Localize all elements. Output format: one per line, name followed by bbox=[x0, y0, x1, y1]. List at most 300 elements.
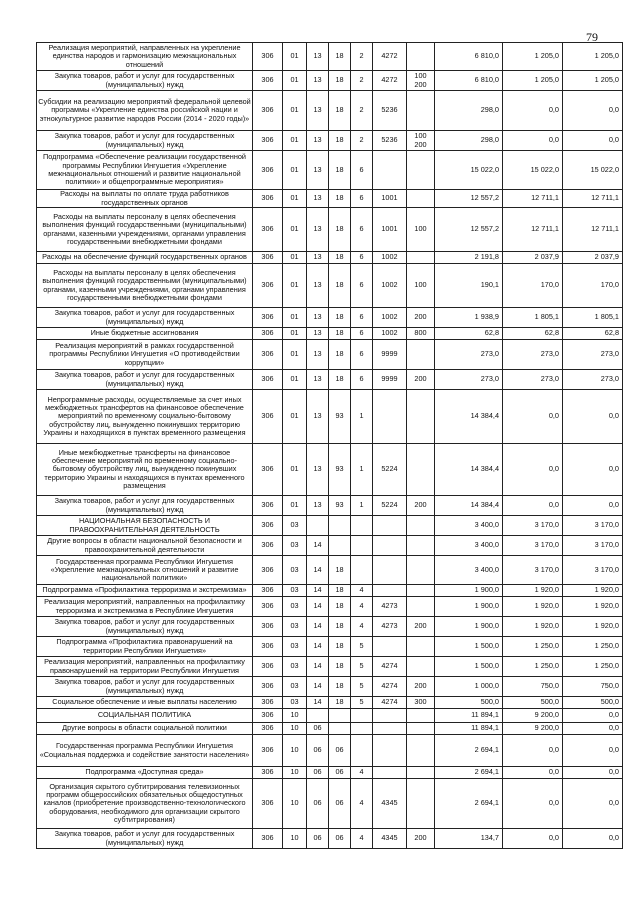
code-direction-cell: 5236 bbox=[373, 131, 407, 151]
code-direction-cell: 4345 bbox=[373, 779, 407, 829]
code-subsection-cell: 13 bbox=[307, 264, 329, 308]
code-section-cell: 03 bbox=[283, 597, 307, 617]
code-ministry-cell: 306 bbox=[253, 328, 283, 340]
table-row bbox=[37, 536, 623, 556]
row-name-cell: Закупка товаров, работ и услуг для государственных (муниципальных) нужд bbox=[37, 496, 253, 516]
table-row bbox=[37, 496, 623, 516]
code-subsection-cell: 13 bbox=[307, 71, 329, 91]
code-program-cell: 18 bbox=[329, 43, 351, 71]
code-subprogram-cell: 4 bbox=[351, 829, 373, 849]
amount-year-3-cell: 1 920,0 bbox=[563, 585, 623, 597]
code-subprogram-cell: 5 bbox=[351, 677, 373, 697]
amount-year-3-cell: 1 250,0 bbox=[563, 657, 623, 677]
amount-year-1-cell: 1 000,0 bbox=[435, 677, 503, 697]
code-ministry-cell: 306 bbox=[253, 829, 283, 849]
amount-year-3-cell: 273,0 bbox=[563, 340, 623, 370]
row-name-cell: Подпрограмма «Профилактика терроризма и экстремизма» bbox=[37, 585, 253, 597]
amount-year-1-cell: 1 500,0 bbox=[435, 637, 503, 657]
row-name-cell: Иные бюджетные ассигнования bbox=[37, 328, 253, 340]
code-expense-type-cell bbox=[407, 767, 435, 779]
amount-year-3-cell: 62,8 bbox=[563, 328, 623, 340]
code-expense-type-cell bbox=[407, 43, 435, 71]
code-expense-type-cell: 100 200 bbox=[407, 71, 435, 91]
row-name-cell: Реализация мероприятий в рамках государственной программы Республики Ингушетия «О противодействии коррупции» bbox=[37, 340, 253, 370]
amount-year-2-cell: 0,0 bbox=[503, 767, 563, 779]
code-subsection-cell: 06 bbox=[307, 767, 329, 779]
amount-year-3-cell: 500,0 bbox=[563, 697, 623, 709]
code-subsection-cell: 13 bbox=[307, 91, 329, 131]
code-section-cell: 01 bbox=[283, 340, 307, 370]
code-subsection-cell: 14 bbox=[307, 617, 329, 637]
amount-year-2-cell: 0,0 bbox=[503, 829, 563, 849]
code-expense-type-cell bbox=[407, 597, 435, 617]
amount-year-1-cell: 273,0 bbox=[435, 340, 503, 370]
row-name-cell: Расходы на выплаты по оплате труда работников государственных органов bbox=[37, 190, 253, 208]
amount-year-1-cell: 15 022,0 bbox=[435, 151, 503, 190]
code-subprogram-cell: 6 bbox=[351, 252, 373, 264]
code-section-cell: 01 bbox=[283, 308, 307, 328]
code-direction-cell: 4273 bbox=[373, 617, 407, 637]
code-ministry-cell: 306 bbox=[253, 91, 283, 131]
row-name-cell: Подпрограмма «Доступная среда» bbox=[37, 767, 253, 779]
code-expense-type-cell: 800 bbox=[407, 328, 435, 340]
amount-year-2-cell: 3 170,0 bbox=[503, 556, 563, 585]
table-row bbox=[37, 252, 623, 264]
table-row bbox=[37, 43, 623, 71]
row-name-cell: Реализация мероприятий, направленных на профилактику правонарушений на территории Республики Ингушетия bbox=[37, 657, 253, 677]
amount-year-2-cell: 12 711,1 bbox=[503, 190, 563, 208]
code-subprogram-cell: 6 bbox=[351, 264, 373, 308]
row-name-cell: Расходы на выплаты персоналу в целях обеспечения выполнения функций государственными (муниципальными) органами, казенными учреждениями, органами управления государственными внебюджетными фондами bbox=[37, 264, 253, 308]
code-subsection-cell: 13 bbox=[307, 252, 329, 264]
code-direction-cell bbox=[373, 151, 407, 190]
table-row bbox=[37, 735, 623, 767]
code-ministry-cell: 306 bbox=[253, 340, 283, 370]
page-number: 79 bbox=[586, 30, 598, 44]
code-direction-cell: 1002 bbox=[373, 264, 407, 308]
code-expense-type-cell bbox=[407, 390, 435, 444]
code-expense-type-cell bbox=[407, 151, 435, 190]
amount-year-1-cell: 190,1 bbox=[435, 264, 503, 308]
amount-year-1-cell: 273,0 bbox=[435, 370, 503, 390]
code-subprogram-cell: 6 bbox=[351, 308, 373, 328]
code-direction-cell bbox=[373, 516, 407, 536]
code-subprogram-cell: 6 bbox=[351, 328, 373, 340]
amount-year-1-cell: 298,0 bbox=[435, 131, 503, 151]
code-section-cell: 01 bbox=[283, 390, 307, 444]
row-name-cell: Закупка товаров, работ и услуг для государственных (муниципальных) нужд bbox=[37, 308, 253, 328]
code-direction-cell: 4273 bbox=[373, 597, 407, 617]
row-name-cell: Расходы на обеспечение функций государственных органов bbox=[37, 252, 253, 264]
amount-year-2-cell: 170,0 bbox=[503, 264, 563, 308]
code-section-cell: 10 bbox=[283, 829, 307, 849]
amount-year-1-cell: 14 384,4 bbox=[435, 496, 503, 516]
code-program-cell bbox=[329, 709, 351, 723]
code-subsection-cell: 13 bbox=[307, 340, 329, 370]
code-ministry-cell: 306 bbox=[253, 556, 283, 585]
code-program-cell: 18 bbox=[329, 637, 351, 657]
code-section-cell: 03 bbox=[283, 637, 307, 657]
amount-year-2-cell: 0,0 bbox=[503, 131, 563, 151]
amount-year-1-cell: 3 400,0 bbox=[435, 556, 503, 585]
code-expense-type-cell: 200 bbox=[407, 496, 435, 516]
code-expense-type-cell bbox=[407, 723, 435, 735]
amount-year-3-cell: 0,0 bbox=[563, 91, 623, 131]
code-direction-cell: 1001 bbox=[373, 190, 407, 208]
amount-year-2-cell: 0,0 bbox=[503, 390, 563, 444]
amount-year-2-cell: 0,0 bbox=[503, 91, 563, 131]
table-row bbox=[37, 677, 623, 697]
amount-year-2-cell: 1 205,0 bbox=[503, 71, 563, 91]
amount-year-2-cell: 0,0 bbox=[503, 496, 563, 516]
code-direction-cell bbox=[373, 390, 407, 444]
code-ministry-cell: 306 bbox=[253, 657, 283, 677]
amount-year-3-cell: 12 711,1 bbox=[563, 208, 623, 252]
amount-year-1-cell: 1 900,0 bbox=[435, 585, 503, 597]
code-direction-cell: 4345 bbox=[373, 829, 407, 849]
code-subsection-cell: 13 bbox=[307, 208, 329, 252]
code-program-cell: 06 bbox=[329, 779, 351, 829]
table-row bbox=[37, 340, 623, 370]
code-expense-type-cell: 200 bbox=[407, 829, 435, 849]
row-name-cell: СОЦИАЛЬНАЯ ПОЛИТИКА bbox=[37, 709, 253, 723]
code-direction-cell bbox=[373, 735, 407, 767]
amount-year-3-cell: 273,0 bbox=[563, 370, 623, 390]
amount-year-2-cell: 1 205,0 bbox=[503, 43, 563, 71]
code-direction-cell bbox=[373, 536, 407, 556]
table-row bbox=[37, 723, 623, 735]
row-name-cell: Подпрограмма «Профилактика правонарушений на территории Республики Ингушетия» bbox=[37, 637, 253, 657]
code-section-cell: 10 bbox=[283, 779, 307, 829]
amount-year-1-cell: 6 810,0 bbox=[435, 43, 503, 71]
code-expense-type-cell: 200 bbox=[407, 308, 435, 328]
code-program-cell: 18 bbox=[329, 657, 351, 677]
code-program-cell: 18 bbox=[329, 208, 351, 252]
amount-year-1-cell: 2 694,1 bbox=[435, 767, 503, 779]
code-expense-type-cell: 200 bbox=[407, 370, 435, 390]
amount-year-2-cell: 3 170,0 bbox=[503, 516, 563, 536]
row-name-cell: Социальное обеспечение и иные выплаты населению bbox=[37, 697, 253, 709]
code-subsection-cell: 13 bbox=[307, 328, 329, 340]
code-section-cell: 01 bbox=[283, 131, 307, 151]
code-section-cell: 03 bbox=[283, 617, 307, 637]
amount-year-3-cell: 0,0 bbox=[563, 444, 623, 496]
code-subprogram-cell: 2 bbox=[351, 91, 373, 131]
amount-year-2-cell: 500,0 bbox=[503, 697, 563, 709]
amount-year-1-cell: 11 894,1 bbox=[435, 723, 503, 735]
code-program-cell: 18 bbox=[329, 308, 351, 328]
code-program-cell: 06 bbox=[329, 767, 351, 779]
amount-year-1-cell: 1 900,0 bbox=[435, 597, 503, 617]
row-name-cell: Закупка товаров, работ и услуг для государственных (муниципальных) нужд bbox=[37, 71, 253, 91]
row-name-cell: Закупка товаров, работ и услуг для государственных (муниципальных) нужд bbox=[37, 617, 253, 637]
code-expense-type-cell bbox=[407, 252, 435, 264]
code-expense-type-cell: 200 bbox=[407, 617, 435, 637]
code-subsection-cell: 14 bbox=[307, 597, 329, 617]
amount-year-3-cell: 0,0 bbox=[563, 131, 623, 151]
code-expense-type-cell bbox=[407, 516, 435, 536]
code-direction-cell: 1002 bbox=[373, 252, 407, 264]
row-name-cell: Государственная программа Республики Ингушетия «Социальная поддержка и содействие занятости населения» bbox=[37, 735, 253, 767]
code-ministry-cell: 306 bbox=[253, 71, 283, 91]
code-direction-cell: 4274 bbox=[373, 677, 407, 697]
code-expense-type-cell: 200 bbox=[407, 677, 435, 697]
code-program-cell bbox=[329, 516, 351, 536]
amount-year-3-cell: 170,0 bbox=[563, 264, 623, 308]
code-subprogram-cell bbox=[351, 723, 373, 735]
code-section-cell: 01 bbox=[283, 151, 307, 190]
code-expense-type-cell: 100 bbox=[407, 208, 435, 252]
amount-year-2-cell: 0,0 bbox=[503, 444, 563, 496]
table-row bbox=[37, 556, 623, 585]
code-expense-type-cell bbox=[407, 536, 435, 556]
code-subprogram-cell: 6 bbox=[351, 208, 373, 252]
code-subprogram-cell: 2 bbox=[351, 131, 373, 151]
code-expense-type-cell bbox=[407, 444, 435, 496]
code-section-cell: 03 bbox=[283, 536, 307, 556]
amount-year-1-cell: 14 384,4 bbox=[435, 444, 503, 496]
amount-year-3-cell: 1 805,1 bbox=[563, 308, 623, 328]
code-ministry-cell: 306 bbox=[253, 190, 283, 208]
amount-year-2-cell: 9 200,0 bbox=[503, 723, 563, 735]
amount-year-3-cell: 1 920,0 bbox=[563, 597, 623, 617]
amount-year-3-cell: 1 920,0 bbox=[563, 617, 623, 637]
code-subsection-cell: 14 bbox=[307, 697, 329, 709]
code-ministry-cell: 306 bbox=[253, 516, 283, 536]
code-subsection-cell: 13 bbox=[307, 151, 329, 190]
code-ministry-cell: 306 bbox=[253, 370, 283, 390]
amount-year-1-cell: 6 810,0 bbox=[435, 71, 503, 91]
code-ministry-cell: 306 bbox=[253, 767, 283, 779]
row-name-cell: Расходы на выплаты персоналу в целях обеспечения выполнения функций государственными (муниципальными) органами, казенными учреждениями, органами управления государственными внебюджетными фондами bbox=[37, 208, 253, 252]
code-section-cell: 10 bbox=[283, 735, 307, 767]
row-name-cell: Иные межбюджетные трансферты на финансовое обеспечение мероприятий по временному социально-бытовому обустройству лиц, вынужденно покинувших территорию Украины и находящихся в пунктах временного размещения bbox=[37, 444, 253, 496]
amount-year-3-cell: 2 037,9 bbox=[563, 252, 623, 264]
amount-year-3-cell: 750,0 bbox=[563, 677, 623, 697]
code-subprogram-cell: 6 bbox=[351, 190, 373, 208]
code-program-cell bbox=[329, 723, 351, 735]
amount-year-3-cell: 0,0 bbox=[563, 723, 623, 735]
code-expense-type-cell bbox=[407, 735, 435, 767]
amount-year-1-cell: 3 400,0 bbox=[435, 516, 503, 536]
code-expense-type-cell: 300 bbox=[407, 697, 435, 709]
code-subprogram-cell: 1 bbox=[351, 390, 373, 444]
code-subsection-cell bbox=[307, 516, 329, 536]
amount-year-1-cell: 2 694,1 bbox=[435, 735, 503, 767]
code-subprogram-cell: 6 bbox=[351, 340, 373, 370]
code-subprogram-cell: 6 bbox=[351, 370, 373, 390]
amount-year-1-cell: 134,7 bbox=[435, 829, 503, 849]
code-subsection-cell: 06 bbox=[307, 829, 329, 849]
amount-year-3-cell: 3 170,0 bbox=[563, 536, 623, 556]
code-subprogram-cell: 4 bbox=[351, 779, 373, 829]
code-program-cell: 93 bbox=[329, 444, 351, 496]
code-ministry-cell: 306 bbox=[253, 779, 283, 829]
amount-year-1-cell: 12 557,2 bbox=[435, 190, 503, 208]
amount-year-1-cell: 2 191,8 bbox=[435, 252, 503, 264]
code-section-cell: 03 bbox=[283, 585, 307, 597]
amount-year-3-cell: 0,0 bbox=[563, 390, 623, 444]
code-expense-type-cell bbox=[407, 91, 435, 131]
code-program-cell: 18 bbox=[329, 91, 351, 131]
code-section-cell: 01 bbox=[283, 91, 307, 131]
code-direction-cell bbox=[373, 556, 407, 585]
code-section-cell: 01 bbox=[283, 190, 307, 208]
code-direction-cell bbox=[373, 723, 407, 735]
code-direction-cell: 5224 bbox=[373, 444, 407, 496]
amount-year-2-cell: 12 711,1 bbox=[503, 208, 563, 252]
row-name-cell: Закупка товаров, работ и услуг для государственных (муниципальных) нужд bbox=[37, 677, 253, 697]
amount-year-1-cell: 2 694,1 bbox=[435, 779, 503, 829]
code-direction-cell: 4272 bbox=[373, 71, 407, 91]
code-subprogram-cell: 2 bbox=[351, 71, 373, 91]
amount-year-2-cell: 750,0 bbox=[503, 677, 563, 697]
code-program-cell: 18 bbox=[329, 340, 351, 370]
code-subsection-cell: 13 bbox=[307, 444, 329, 496]
code-program-cell: 18 bbox=[329, 677, 351, 697]
code-ministry-cell: 306 bbox=[253, 585, 283, 597]
table-row bbox=[37, 657, 623, 677]
amount-year-2-cell: 1 920,0 bbox=[503, 585, 563, 597]
code-subprogram-cell bbox=[351, 556, 373, 585]
code-section-cell: 01 bbox=[283, 264, 307, 308]
amount-year-2-cell: 0,0 bbox=[503, 779, 563, 829]
table-row bbox=[37, 390, 623, 444]
table-row bbox=[37, 709, 623, 723]
code-program-cell: 18 bbox=[329, 617, 351, 637]
code-expense-type-cell bbox=[407, 340, 435, 370]
code-subprogram-cell: 2 bbox=[351, 43, 373, 71]
code-section-cell: 01 bbox=[283, 252, 307, 264]
code-subprogram-cell bbox=[351, 516, 373, 536]
amount-year-2-cell: 273,0 bbox=[503, 340, 563, 370]
amount-year-3-cell: 0,0 bbox=[563, 735, 623, 767]
code-ministry-cell: 306 bbox=[253, 637, 283, 657]
code-subprogram-cell: 4 bbox=[351, 617, 373, 637]
code-section-cell: 01 bbox=[283, 208, 307, 252]
table-body bbox=[37, 43, 623, 849]
code-direction-cell: 4274 bbox=[373, 697, 407, 709]
table-row bbox=[37, 370, 623, 390]
code-ministry-cell: 306 bbox=[253, 390, 283, 444]
row-name-cell: Организация скрытого субтитрирования телевизионных программ общероссийских обязательных общедоступных каналов (приобретение производственно-технологического оборудования, необходимого для организации скрытого субтитрирования) bbox=[37, 779, 253, 829]
amount-year-1-cell: 1 900,0 bbox=[435, 617, 503, 637]
amount-year-1-cell: 11 894,1 bbox=[435, 709, 503, 723]
code-section-cell: 10 bbox=[283, 723, 307, 735]
code-direction-cell: 1001 bbox=[373, 208, 407, 252]
code-program-cell: 06 bbox=[329, 829, 351, 849]
code-ministry-cell: 306 bbox=[253, 208, 283, 252]
table-row bbox=[37, 91, 623, 131]
amount-year-3-cell: 0,0 bbox=[563, 779, 623, 829]
table-row bbox=[37, 444, 623, 496]
table-row bbox=[37, 697, 623, 709]
amount-year-1-cell: 12 557,2 bbox=[435, 208, 503, 252]
code-program-cell bbox=[329, 536, 351, 556]
code-expense-type-cell bbox=[407, 657, 435, 677]
table-row bbox=[37, 767, 623, 779]
code-direction-cell bbox=[373, 709, 407, 723]
table-row bbox=[37, 328, 623, 340]
code-subprogram-cell: 5 bbox=[351, 697, 373, 709]
code-subsection-cell: 13 bbox=[307, 390, 329, 444]
table-row bbox=[37, 585, 623, 597]
code-section-cell: 01 bbox=[283, 328, 307, 340]
row-name-cell: Другие вопросы в области национальной безопасности и правоохранительной деятельности bbox=[37, 536, 253, 556]
code-subsection-cell: 14 bbox=[307, 677, 329, 697]
amount-year-3-cell: 0,0 bbox=[563, 829, 623, 849]
amount-year-2-cell: 1 250,0 bbox=[503, 637, 563, 657]
amount-year-2-cell: 3 170,0 bbox=[503, 536, 563, 556]
table-row bbox=[37, 779, 623, 829]
code-section-cell: 03 bbox=[283, 677, 307, 697]
code-ministry-cell: 306 bbox=[253, 496, 283, 516]
code-ministry-cell: 306 bbox=[253, 597, 283, 617]
code-direction-cell: 1002 bbox=[373, 328, 407, 340]
amount-year-3-cell: 3 170,0 bbox=[563, 516, 623, 536]
code-expense-type-cell bbox=[407, 190, 435, 208]
row-name-cell: Закупка товаров, работ и услуг для государственных (муниципальных) нужд bbox=[37, 131, 253, 151]
code-direction-cell bbox=[373, 637, 407, 657]
code-subsection-cell: 13 bbox=[307, 370, 329, 390]
code-direction-cell bbox=[373, 767, 407, 779]
row-name-cell: Закупка товаров, работ и услуг для государственных (муниципальных) нужд bbox=[37, 829, 253, 849]
code-ministry-cell: 306 bbox=[253, 264, 283, 308]
amount-year-3-cell: 1 250,0 bbox=[563, 637, 623, 657]
code-direction-cell: 4272 bbox=[373, 43, 407, 71]
code-subprogram-cell: 4 bbox=[351, 597, 373, 617]
table-row bbox=[37, 617, 623, 637]
code-program-cell: 18 bbox=[329, 585, 351, 597]
table-row bbox=[37, 637, 623, 657]
code-section-cell: 01 bbox=[283, 496, 307, 516]
code-section-cell: 01 bbox=[283, 71, 307, 91]
code-expense-type-cell bbox=[407, 709, 435, 723]
code-subprogram-cell: 1 bbox=[351, 496, 373, 516]
row-name-cell: Закупка товаров, работ и услуг для государственных (муниципальных) нужд bbox=[37, 370, 253, 390]
code-subsection-cell: 14 bbox=[307, 556, 329, 585]
code-expense-type-cell bbox=[407, 637, 435, 657]
code-subprogram-cell: 6 bbox=[351, 151, 373, 190]
code-program-cell: 18 bbox=[329, 697, 351, 709]
code-expense-type-cell bbox=[407, 556, 435, 585]
code-program-cell: 18 bbox=[329, 556, 351, 585]
code-subsection-cell: 13 bbox=[307, 43, 329, 71]
code-ministry-cell: 306 bbox=[253, 308, 283, 328]
amount-year-3-cell: 0,0 bbox=[563, 709, 623, 723]
code-subprogram-cell: 5 bbox=[351, 637, 373, 657]
amount-year-1-cell: 62,8 bbox=[435, 328, 503, 340]
amount-year-2-cell: 1 805,1 bbox=[503, 308, 563, 328]
code-section-cell: 01 bbox=[283, 444, 307, 496]
amount-year-2-cell: 62,8 bbox=[503, 328, 563, 340]
table-row bbox=[37, 516, 623, 536]
code-subsection-cell: 13 bbox=[307, 131, 329, 151]
code-section-cell: 10 bbox=[283, 767, 307, 779]
code-ministry-cell: 306 bbox=[253, 151, 283, 190]
amount-year-3-cell: 0,0 bbox=[563, 767, 623, 779]
code-subprogram-cell: 1 bbox=[351, 444, 373, 496]
code-subsection-cell bbox=[307, 709, 329, 723]
code-section-cell: 03 bbox=[283, 556, 307, 585]
code-subprogram-cell bbox=[351, 536, 373, 556]
table-row bbox=[37, 829, 623, 849]
code-ministry-cell: 306 bbox=[253, 131, 283, 151]
code-section-cell: 01 bbox=[283, 370, 307, 390]
code-program-cell: 18 bbox=[329, 71, 351, 91]
code-direction-cell bbox=[373, 585, 407, 597]
row-name-cell: Подпрограмма «Обеспечение реализации государственной программы Республики Ингушетия «Укрепление межнациональных отношений и развитие национальной политики» и общепрограммные мероприятия» bbox=[37, 151, 253, 190]
